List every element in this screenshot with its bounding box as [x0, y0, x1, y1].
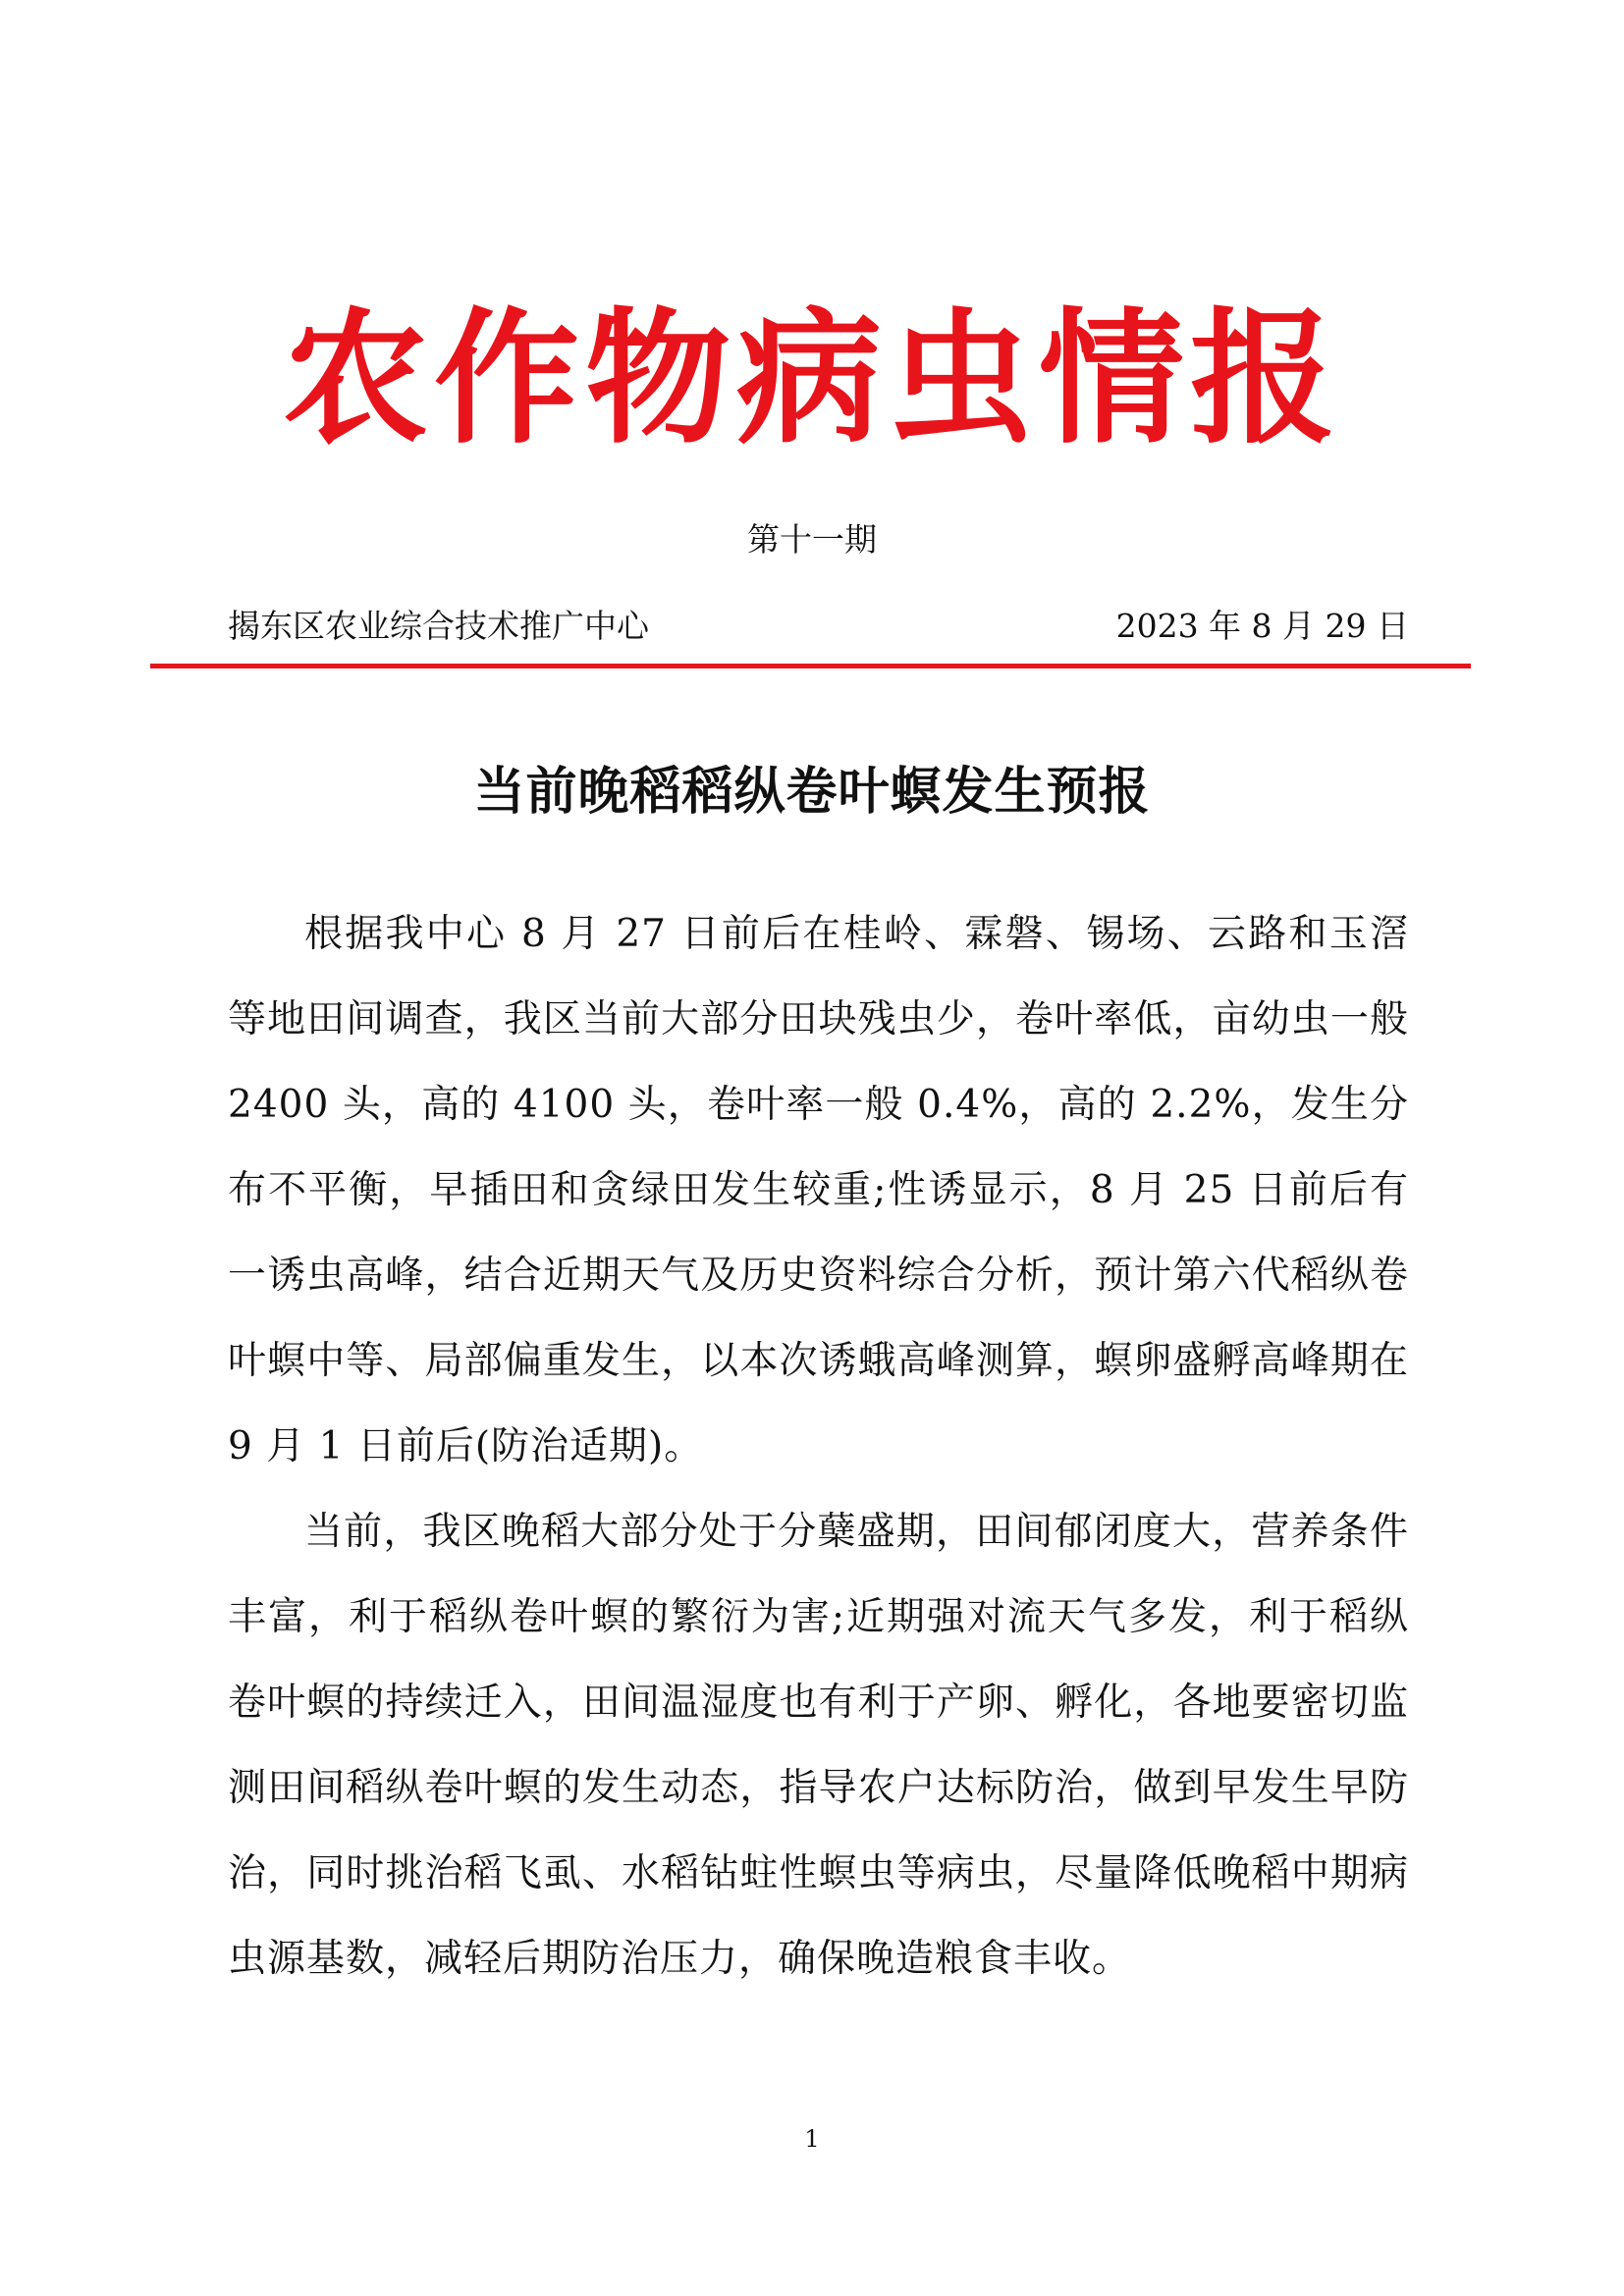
article-body [228, 891, 1409, 2002]
article-title: 当前晚稻稻纵卷叶螟发生预报 [473, 763, 1151, 822]
publish-date: 2023 年 8 月 29 日 [1115, 607, 1409, 645]
masthead-title: 农作物病虫情报 [283, 293, 1341, 463]
article-paragraph: 当前，我区晚稻大部分处于分蘖盛期，田间郁闭度大，营养条件丰富，利于稻纵卷叶螟的繁衍为害;近期强对流天气多发，利于稻纵卷叶螟的持续迁入，田间温湿度也有利于产卵、孵化，各地要密切监测田间稻纵卷叶螟的发生动态，指导农户达标防治，做到早发生早防治，同时挑治稻飞虱、水稻钻蛀性螟虫等病虫，尽量降低晚稻中期病虫源基数，减轻后期防治压力，确保晚造粮食丰收。 [228, 1510, 1409, 1981]
article-paragraph: 根据我中心 8 月 27 日前后在桂岭、霖磐、锡场、云路和玉滘等地田间调查，我区当前大部分田块残虫少，卷叶率低，亩幼虫一般 2400 头，高的 4100 头，卷叶率一般 0.4%，高的 2.2%，发生分布不平衡，早插田和贪绿田发生较重;性诱显示，8 月 25 日前后有一诱虫高峰，结合近期天气及历史资料综合分析，预计第六代稻纵卷叶螟中等、局部偏重发生，以本次诱蛾高峰测算，螟卵盛孵高峰期在 9 月 1 日前后(防治适期)。 [228, 912, 1409, 1468]
publisher-name: 揭东区农业综合技术推广中心 [228, 607, 649, 645]
page-number: 1 [804, 2125, 820, 2153]
publisher-row [228, 605, 1409, 648]
masthead-divider [150, 664, 1471, 668]
issue-number: 第十一期 [747, 520, 877, 559]
